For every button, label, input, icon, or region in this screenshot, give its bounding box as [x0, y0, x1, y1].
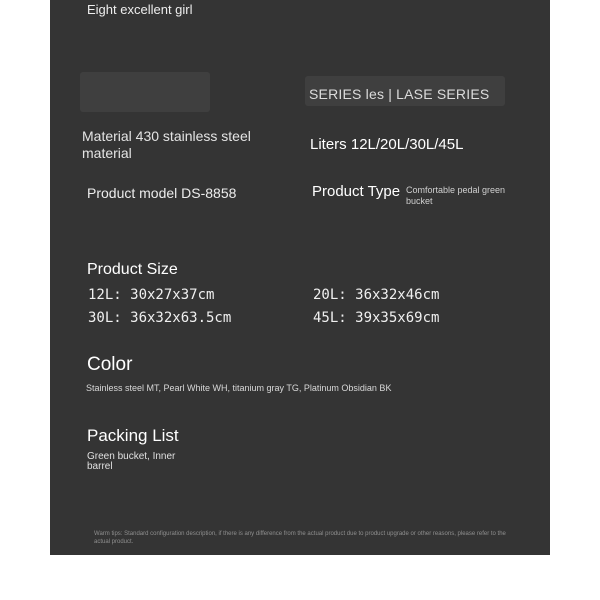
material-spec: Material 430 stainless steel material: [82, 128, 251, 161]
product-type-label: Product Type: [312, 183, 401, 200]
packing-list-items: Green bucket, Inner barrel: [87, 451, 176, 472]
product-size-heading: Product Size: [87, 261, 178, 278]
size-item-20l: 20L: 36x32x46cm: [313, 287, 440, 303]
liters-spec: Liters 12L/20L/30L/45L: [310, 136, 464, 153]
color-heading: Color: [87, 354, 133, 375]
product-type-value: Comfortable pedal green bucket: [406, 185, 506, 206]
brand-name: Eight excellent girl: [87, 2, 193, 17]
faded-watermark-block: [80, 72, 210, 112]
warm-tips-footnote: Warm tips: Standard configuration description, if there is any difference from the actual product due to product upgrade or other reasons, please refer to the actual product.: [94, 531, 506, 545]
series-title: SERIES les | LASE SERIES: [309, 86, 490, 102]
size-item-45l: 45L: 39x35x69cm: [313, 310, 440, 326]
packing-list-heading: Packing List: [87, 426, 179, 445]
color-options: Stainless steel MT, Pearl White WH, titanium gray TG, Platinum Obsidian BK: [86, 383, 392, 393]
product-model: Product model DS-8858: [87, 185, 237, 201]
size-item-30l: 30L: 36x32x63.5cm: [88, 310, 232, 326]
size-item-12l: 12L: 30x27x37cm: [88, 287, 215, 303]
product-spec-panel: [50, 0, 550, 555]
